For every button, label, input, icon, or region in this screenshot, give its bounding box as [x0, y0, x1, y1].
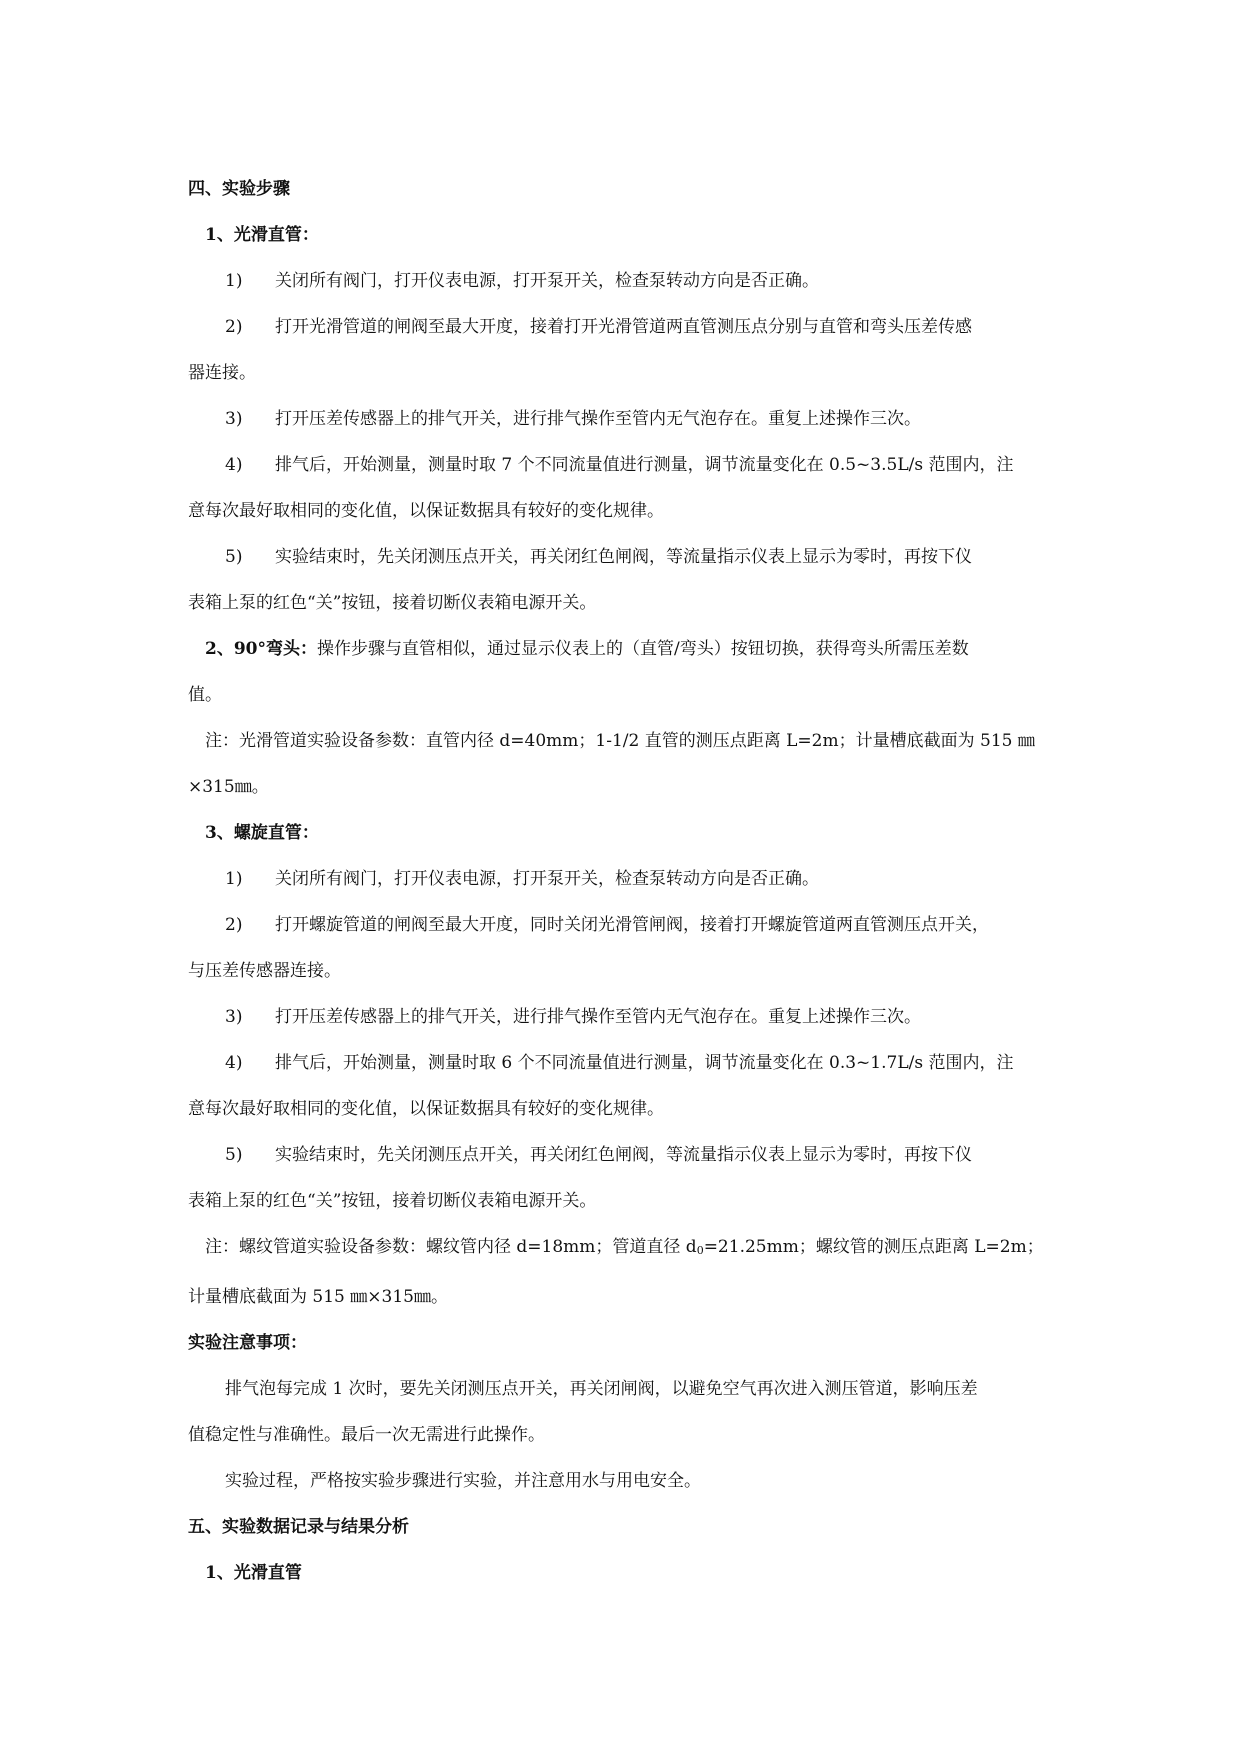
- note-smooth-pipe: 注：光滑管道实验设备参数：直管内径 d=40mm；1-1/2 直管的测压点距离 L=2m；计量槽底截面为 515 ㎜: [205, 731, 1035, 751]
- step-item: [188, 396, 1054, 442]
- elbow-paragraph: [188, 626, 1054, 672]
- step-number: 5): [225, 547, 243, 567]
- step-text-continued: 意每次最好取相同的变化值，以保证数据具有较好的变化规律。: [188, 501, 664, 521]
- subsection-heading-smooth-pipe: 1、光滑直管：: [205, 225, 319, 245]
- step-number: 3): [225, 1007, 243, 1027]
- step-text-continued: 意每次最好取相同的变化值，以保证数据具有较好的变化规律。: [188, 1099, 664, 1119]
- step-text: 关闭所有阀门，打开仪表电源，打开泵开关，检查泵转动方向是否正确。: [275, 869, 819, 889]
- step-item: [188, 304, 1054, 350]
- step-item: [188, 1132, 1054, 1178]
- note-spiral-pipe: [188, 1224, 1054, 1274]
- step-text: 实验结束时，先关闭测压点开关，再关闭红色闸阀，等流量指示仪表上显示为零时，再按下仪: [275, 1145, 972, 1165]
- precautions-paragraph-1-continued: 值稳定性与准确性。最后一次无需进行此操作。: [188, 1425, 545, 1445]
- step-item: [188, 258, 1054, 304]
- step-text: 打开螺旋管道的闸阀至最大开度，同时关闭光滑管闸阀，接着打开螺旋管道两直管测压点开关，: [275, 915, 989, 935]
- step-text-continued: 器连接。: [188, 363, 256, 383]
- note-smooth-pipe-continued: ×315㎜。: [188, 777, 269, 797]
- step-text: 实验结束时，先关闭测压点开关，再关闭红色闸阀，等流量指示仪表上显示为零时，再按下仪: [275, 547, 972, 567]
- step-text: 排气后，开始测量，测量时取 6 个不同流量值进行测量，调节流量变化在 0.3~1.7L/s 范围内，注: [275, 1053, 1014, 1073]
- precautions-paragraph-1: 排气泡每完成 1 次时，要先关闭测压点开关，再关闭闸阀，以避免空气再次进入测压管道，影响压差: [225, 1379, 978, 1399]
- step-text: 打开压差传感器上的排气开关，进行排气操作至管内无气泡存在。重复上述操作三次。: [275, 409, 921, 429]
- step-number: 1): [225, 869, 243, 889]
- step-text-continued: 表箱上泵的红色“关”按钮，接着切断仪表箱电源开关。: [188, 593, 597, 613]
- step-text: 排气后，开始测量，测量时取 7 个不同流量值进行测量，调节流量变化在 0.5~3.5L/s 范围内，注: [275, 455, 1014, 475]
- step-number: 4): [225, 455, 243, 475]
- step-item: [188, 994, 1054, 1040]
- step-number: 4): [225, 1053, 243, 1073]
- elbow-text-continued: 值。: [188, 685, 222, 705]
- section-heading-4: 四、实验步骤: [188, 179, 290, 199]
- section-heading-5: 五、实验数据记录与结果分析: [188, 1517, 409, 1537]
- step-item: [188, 856, 1054, 902]
- note-spiral-pipe-continued: 计量槽底截面为 515 ㎜×315㎜。: [188, 1287, 448, 1307]
- subsection-heading-smooth-pipe-data: 1、光滑直管: [205, 1563, 302, 1583]
- subsection-heading-spiral-pipe: 3、螺旋直管：: [205, 823, 319, 843]
- subsection-heading-elbow: 2、90°弯头：: [205, 639, 317, 659]
- step-text-continued: 与压差传感器连接。: [188, 961, 341, 981]
- subscript-zero: 0: [696, 1244, 704, 1257]
- note-spiral-text-b: =21.25mm；螺纹管的测压点距离 L=2m；: [703, 1237, 1044, 1257]
- precautions-heading: 实验注意事项：: [188, 1333, 307, 1353]
- step-item: [188, 902, 1054, 948]
- document-page: [188, 166, 1054, 1596]
- step-number: 2): [225, 317, 243, 337]
- step-number: 2): [225, 915, 243, 935]
- step-text: 打开光滑管道的闸阀至最大开度，接着打开光滑管道两直管测压点分别与直管和弯头压差传感: [275, 317, 972, 337]
- note-spiral-text-a: 注：螺纹管道实验设备参数：螺纹管内径 d=18mm；管道直径 d: [205, 1237, 697, 1257]
- step-text: 关闭所有阀门，打开仪表电源，打开泵开关，检查泵转动方向是否正确。: [275, 271, 819, 291]
- step-item: [188, 1040, 1054, 1086]
- step-text-continued: 表箱上泵的红色“关”按钮，接着切断仪表箱电源开关。: [188, 1191, 597, 1211]
- step-number: 1): [225, 271, 243, 291]
- elbow-text: 操作步骤与直管相似，通过显示仪表上的（直管/弯头）按钮切换，获得弯头所需压差数: [317, 639, 969, 659]
- step-text: 打开压差传感器上的排气开关，进行排气操作至管内无气泡存在。重复上述操作三次。: [275, 1007, 921, 1027]
- step-number: 3): [225, 409, 243, 429]
- step-item: [188, 534, 1054, 580]
- step-number: 5): [225, 1145, 243, 1165]
- step-item: [188, 442, 1054, 488]
- precautions-paragraph-2: 实验过程，严格按实验步骤进行实验，并注意用水与用电安全。: [225, 1471, 701, 1491]
